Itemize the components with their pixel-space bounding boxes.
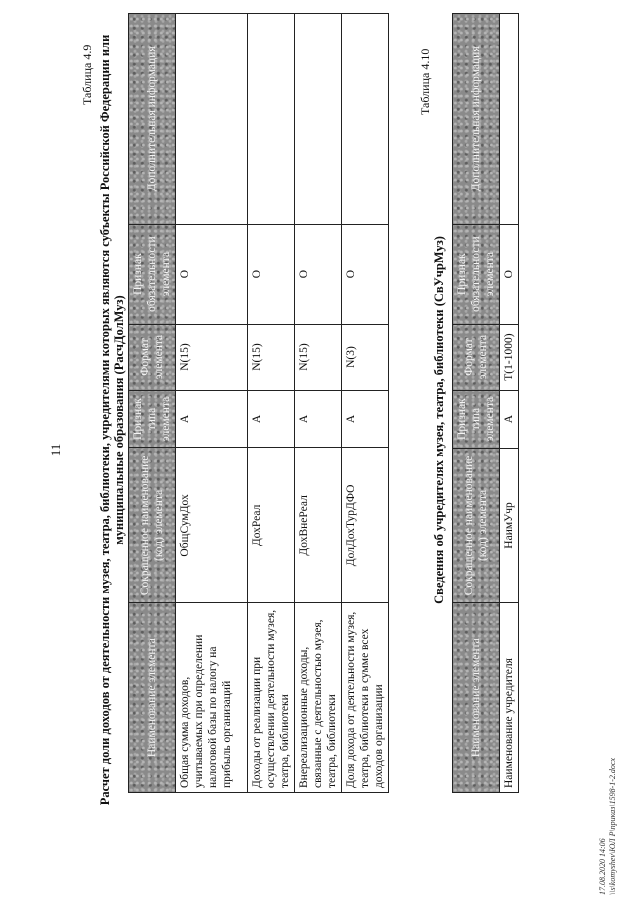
header-type: Признак типа элемента xyxy=(453,390,500,448)
cell-type: А xyxy=(176,390,248,448)
table-4-10-caption: Таблица 4.10 xyxy=(418,48,432,115)
header-format: Формат элемента xyxy=(129,324,176,390)
cell-name: Доходы от реализации при осуществлении деятельности музея, театра, библиотеки xyxy=(248,603,295,793)
table-row xyxy=(176,14,248,793)
cell-code: ДолДохТурДФО xyxy=(342,448,389,603)
table-4-9-title-line2: муниципальные образования (РасчДолМуз) xyxy=(112,295,126,545)
cell-type: А xyxy=(500,390,519,448)
cell-format: N(15) xyxy=(295,324,342,390)
cell-info xyxy=(176,14,248,225)
table-4-9-title-line1: Расчет доли доходов от деятельности музея, театра, библиотеки, учредителями которых являются субъекты Российской Федерации или xyxy=(98,34,112,806)
table-row xyxy=(500,14,519,793)
footer-path: \\s\komyshev\ЮЛ Р\приказ\1598-1-2.docx xyxy=(608,758,617,895)
cell-type: А xyxy=(295,390,342,448)
cell-required: О xyxy=(342,224,389,324)
header-name: Наименование элемента xyxy=(129,603,176,793)
cell-info xyxy=(500,14,519,225)
table-4-9 xyxy=(128,13,389,793)
footer-note xyxy=(598,758,618,895)
header-format: Формат элемента xyxy=(453,324,500,390)
table-row xyxy=(295,14,342,793)
cell-info xyxy=(295,14,342,225)
cell-code: ДохРеал xyxy=(248,448,295,603)
header-code: Сокращенное наименование (код) элемента xyxy=(453,448,500,603)
header-required: Признак обязательности элемента xyxy=(453,224,500,324)
cell-required: О xyxy=(176,224,248,324)
cell-format: N(3) xyxy=(342,324,389,390)
header-type: Признак типа элемента xyxy=(129,390,176,448)
page-number: 11 xyxy=(48,443,63,457)
cell-format: N(15) xyxy=(176,324,248,390)
table-row xyxy=(342,14,389,793)
cell-info xyxy=(248,14,295,225)
cell-required: О xyxy=(248,224,295,324)
cell-code: ОбщСумДох xyxy=(176,448,248,603)
cell-info xyxy=(342,14,389,225)
cell-code: НаимУчр xyxy=(500,448,519,603)
table-4-10-header-row xyxy=(453,14,500,793)
cell-type: А xyxy=(248,390,295,448)
cell-name: Общая сумма доходов, учитываемых при определении налоговой базы по налогу на прибыль организаций xyxy=(176,603,248,793)
cell-format: N(15) xyxy=(248,324,295,390)
footer-date: 17.08.2020 14:06 xyxy=(598,838,607,895)
table-4-9-header-row xyxy=(129,14,176,793)
cell-required: О xyxy=(295,224,342,324)
header-required: Признак обязательности элемента xyxy=(129,224,176,324)
cell-name: Наименование учредителя xyxy=(500,603,519,793)
cell-code: ДохВнеРеал xyxy=(295,448,342,603)
cell-type: А xyxy=(342,390,389,448)
table-row xyxy=(248,14,295,793)
cell-name: Внереализационные доходы, связанные с деятельностью музея, театра, библиотеки xyxy=(295,603,342,793)
cell-name: Доля дохода от деятельности музея, театра, библиотеки в сумме всех доходов организации xyxy=(342,603,389,793)
table-4-10 xyxy=(452,13,519,793)
cell-format: T(1-1000) xyxy=(500,324,519,390)
header-name: Наименование элемента xyxy=(453,603,500,793)
header-code: Сокращенное наименование (код) элемента xyxy=(129,448,176,603)
header-info: Дополнительная информация xyxy=(129,14,176,225)
table-4-10-title: Сведения об учредителях музея, театра, библиотеки (СвУчрМуз) xyxy=(432,236,446,604)
table-4-9-caption: Таблица 4.9 xyxy=(80,44,94,105)
cell-required: О xyxy=(500,224,519,324)
header-info: Дополнительная информация xyxy=(453,14,500,225)
